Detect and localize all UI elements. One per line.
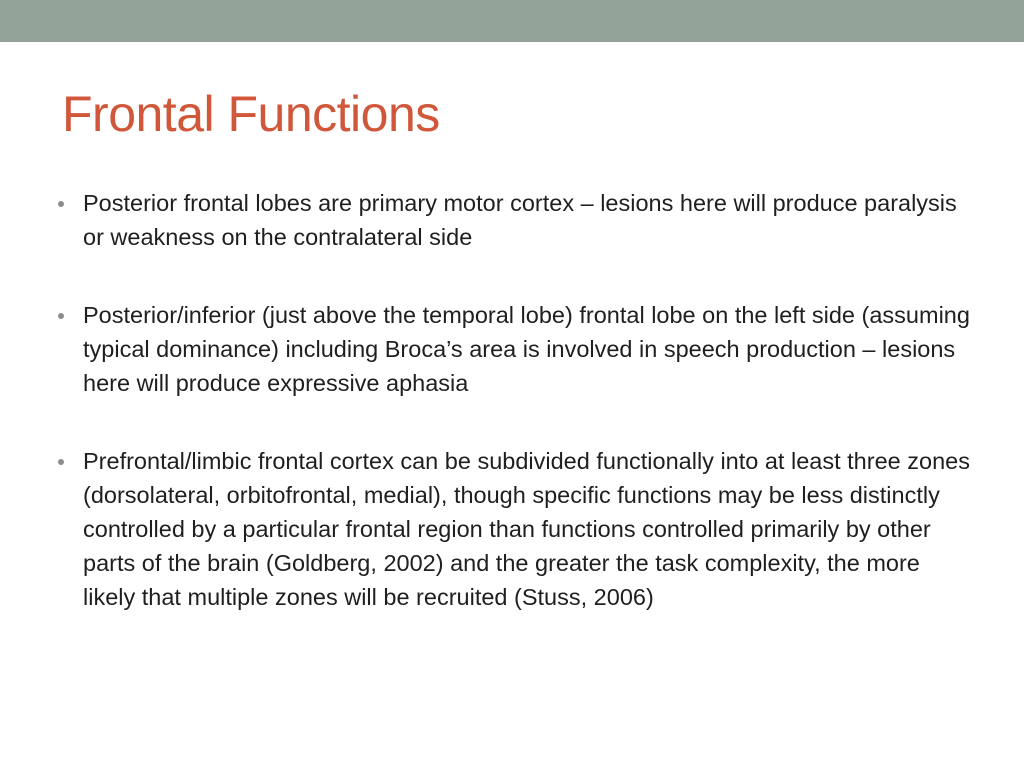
bullet-text: Posterior frontal lobes are primary motor cortex – lesions here will produce paralysis or weakness on the contralateral side <box>83 190 957 250</box>
bullet-list <box>58 186 973 614</box>
bullet-item <box>58 186 973 254</box>
slide-header-bar <box>0 0 1024 42</box>
bullet-item <box>58 444 973 614</box>
slide-title: Frontal Functions <box>62 86 440 142</box>
bullet-marker-icon <box>58 459 64 465</box>
bullet-marker-icon <box>58 201 64 207</box>
bullet-item <box>58 298 973 400</box>
bullet-text: Posterior/inferior (just above the temporal lobe) frontal lobe on the left side (assuming typical dominance) including Broca’s area is involved in speech production – lesions here will produce expressive aphasia <box>83 302 970 396</box>
bullet-marker-icon <box>58 313 64 319</box>
bullet-text: Prefrontal/limbic frontal cortex can be subdivided functionally into at least three zones (dorsolateral, orbitofrontal, medial), though specific functions may be less distinctly controlled by a particular frontal region than functions controlled primarily by other parts of the brain (Goldberg, 2002) and the greater the task complexity, the more likely that multiple zones will be recruited (Stuss, 2006) <box>83 448 970 610</box>
